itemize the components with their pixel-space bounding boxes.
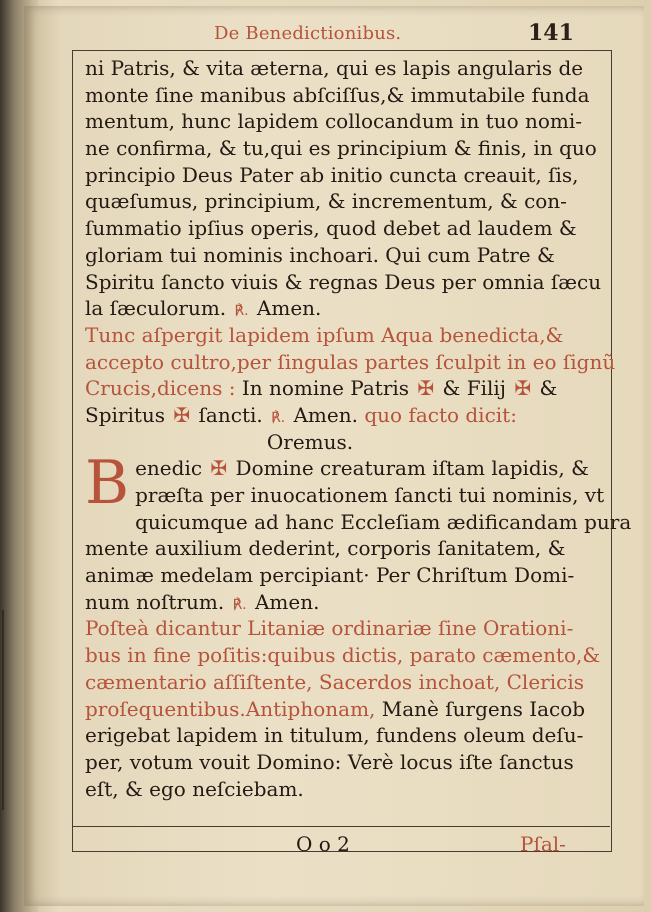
- rubric-line: Tunc aſpergit lapidem ipſum Aqua benedicta,&: [85, 322, 564, 347]
- text-line: [85, 589, 575, 616]
- text-line: [85, 455, 589, 482]
- text-line: per, votum vouit Domino: Verè locus iſte ſanctus: [85, 749, 574, 774]
- text-segment: Manè ſurgens Iacob: [381, 696, 586, 721]
- rubric-segment: quo facto dicit:: [364, 402, 517, 427]
- text-line: quæſumus, principium, & incrementum, & con-: [85, 189, 567, 214]
- page-number: 141: [528, 20, 574, 46]
- oremus-text: remus.: [283, 429, 354, 454]
- text-line: ni Patris, & vita æterna, qui es lapis angularis de: [85, 56, 584, 80]
- oremus-initial: O: [266, 429, 284, 454]
- text-line: animæ medelam percipiant· Per Chriſtum Domi-: [85, 563, 575, 588]
- text-segment: la ſæculorum.: [85, 296, 227, 321]
- text-line: [85, 375, 575, 402]
- response-symbol: ℟.: [234, 303, 249, 320]
- text-segment: & Filij: [442, 376, 506, 401]
- rubric-line: Poſteà dicantur Litaniæ ordinariæ ſine Orationi-: [85, 616, 574, 641]
- cross-icon: ✠: [514, 376, 532, 401]
- text-line: Spiritu ſancto viuis & regnas Deus per omnia ſæcu: [85, 269, 602, 294]
- text-segment: num noſtrum.: [85, 589, 225, 614]
- text-line: mente auxilium dederint, corporis ſanitatem, &: [85, 536, 566, 561]
- running-head: De Benedictionibus.: [214, 23, 402, 44]
- text-segment: Domine creaturam iſtam lapidis, &: [235, 456, 589, 481]
- text-line: ne confirma, & tu,qui es principium & finis, in quo: [85, 136, 597, 161]
- text-line: mentum, hunc lapidem collocandum in tuo nomi-: [85, 109, 583, 134]
- cross-icon: ✠: [173, 402, 191, 427]
- rubric-segment: proſequentibus.Antiphonam,: [85, 696, 376, 721]
- text-line: erigebat lapidem in titulum, fundens oleum deſu-: [85, 723, 584, 748]
- oremus-heading: [85, 429, 575, 456]
- rubric-line: bus in fine poſitis:quibus dictis, parato cæmento,&: [85, 643, 601, 668]
- text-segment: Spiritus: [85, 402, 166, 427]
- response-symbol: ℟.: [271, 409, 286, 426]
- text-segment: &: [539, 376, 558, 401]
- text-line: monte ſine manibus abſciſſus,& immutabile funda: [85, 82, 590, 107]
- text-line: [85, 295, 575, 322]
- bottom-rule: [72, 826, 610, 827]
- cross-icon: ✠: [417, 376, 435, 401]
- drop-cap: B: [85, 448, 130, 519]
- cross-icon: ✠: [210, 456, 228, 481]
- main-text: [85, 55, 632, 802]
- response-symbol: ℟.: [232, 596, 247, 613]
- amen-text: Amen.: [256, 296, 322, 321]
- text-segment: In nomine Patris: [241, 376, 410, 401]
- amen-text: Amen.: [293, 402, 358, 427]
- rubric-segment: Crucis,dicens :: [85, 376, 236, 401]
- text-segment: enedic: [135, 456, 203, 481]
- signature-mark: O o 2: [296, 832, 350, 856]
- rubric-line: accepto cultro,per ſingulas partes ſculpit in eo ſignũ: [85, 349, 616, 374]
- text-line: [85, 402, 575, 429]
- text-line: gloriam tui nominis inchoari. Qui cum Patre &: [85, 242, 555, 267]
- text-segment: ſancti.: [198, 402, 263, 427]
- benedic-paragraph: [85, 448, 632, 615]
- text-line: principio Deus Pater ab initio cuncta creauit, ſis,: [85, 162, 579, 187]
- catchword: Pſal-: [520, 832, 566, 856]
- amen-text: Amen.: [254, 589, 320, 614]
- text-line: quicumque ad hanc Eccleſiam ædificandam pura: [135, 509, 632, 534]
- rubric-line: cæmentario aſſiſtente, Sacerdos inchoat, Clericis: [85, 669, 584, 694]
- text-line: præſta per inuocationem ſancti tui nominis, vt: [135, 483, 605, 507]
- text-line: [85, 696, 586, 723]
- text-line: eſt, & ego neſciebam.: [85, 776, 304, 801]
- text-line: ſummatio ipſius operis, quod debet ad laudem &: [85, 216, 577, 241]
- left-page-edge-marks: [2, 610, 14, 810]
